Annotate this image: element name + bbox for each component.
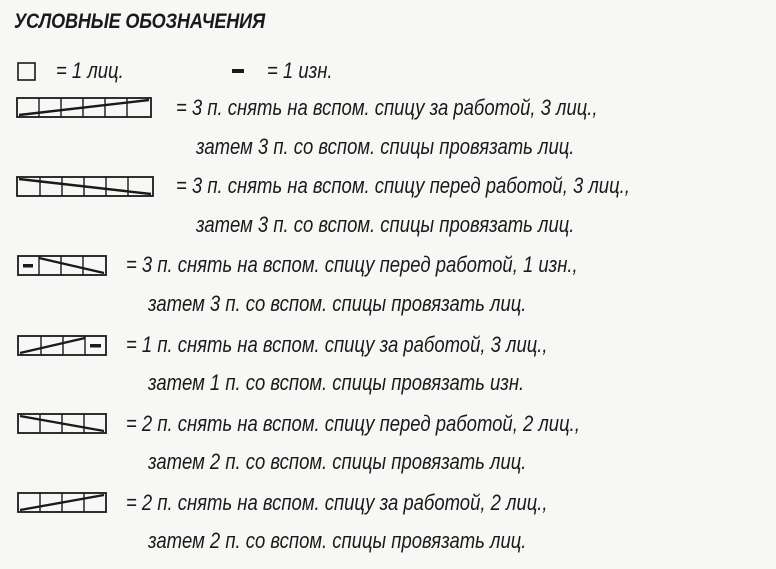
knit-definition: = 1 лиц. (56, 58, 124, 83)
cable-6-back-line2: затем 3 п. со вспом. спицы провязать лиц. (196, 134, 575, 159)
cable-6-front-icon (16, 175, 154, 199)
cable-4-front-line2: затем 2 п. со вспом. спицы провязать лиц. (148, 449, 527, 474)
purl-dash-icon (231, 68, 245, 74)
cable-back-purl-line1: = 1 п. снять на вспом. спицу за работой, 3 лиц., (126, 332, 548, 357)
cable-6-front-line1: = 3 п. снять на вспом. спицу перед работой, 3 лиц., (176, 173, 630, 198)
cable-4-front-icon (17, 412, 107, 436)
cable-front-purl-icon (17, 254, 107, 278)
cable-4-back-icon (17, 491, 107, 515)
cable-4-back-line1: = 2 п. снять на вспом. спицу за работой, 2 лиц., (126, 490, 548, 515)
cable-back-purl-icon (17, 334, 107, 358)
cable-6-back-line1: = 3 п. снять на вспом. спицу за работой, 3 лиц., (176, 95, 598, 120)
cable-4-front-line1: = 2 п. снять на вспом. спицу перед работой, 2 лиц., (126, 411, 580, 436)
cable-6-front-line2: затем 3 п. со вспом. спицы провязать лиц. (196, 212, 575, 237)
purl-definition: = 1 изн. (267, 58, 333, 83)
legend-title: УСЛОВНЫЕ ОБОЗНАЧЕНИЯ (14, 10, 265, 33)
cable-front-purl-line1: = 3 п. снять на вспом. спицу перед работой, 1 изн., (126, 252, 578, 277)
knit-square-icon (17, 62, 36, 81)
cable-back-purl-line2: затем 1 п. со вспом. спицы провязать изн. (148, 370, 525, 395)
cable-6-back-icon (16, 96, 152, 120)
cable-front-purl-line2: затем 3 п. со вспом. спицы провязать лиц. (148, 291, 527, 316)
cable-4-back-line2: затем 2 п. со вспом. спицы провязать лиц. (148, 528, 527, 553)
